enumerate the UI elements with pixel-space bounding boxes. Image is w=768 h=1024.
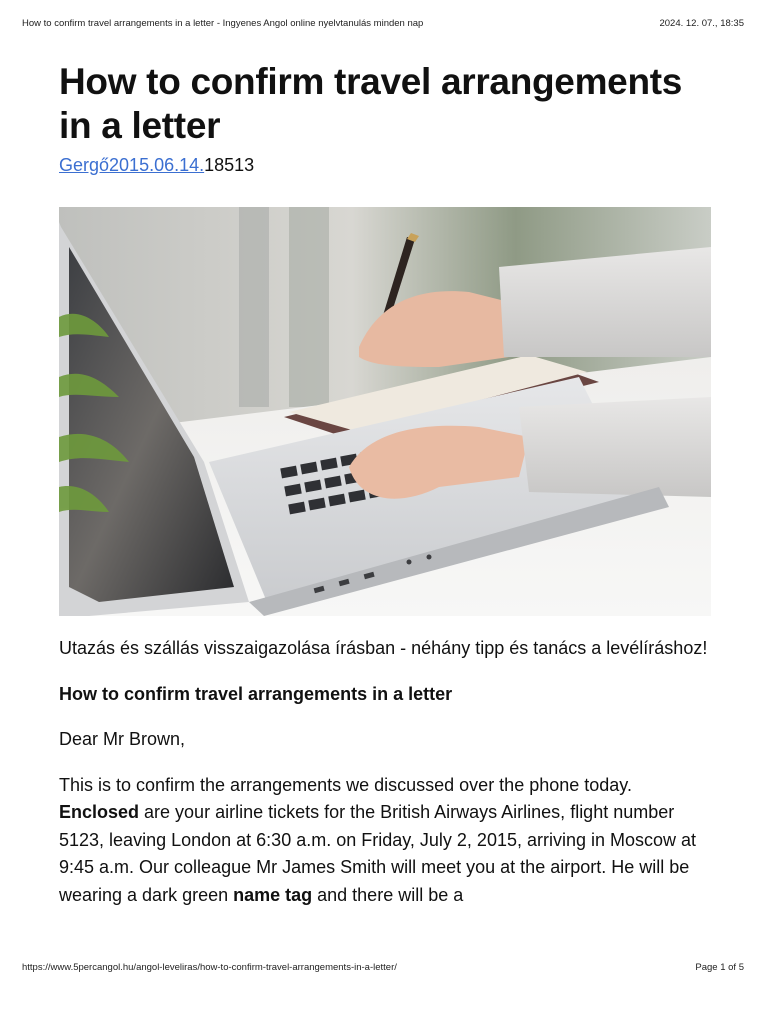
- print-footer: [22, 962, 744, 973]
- hero-image: [59, 207, 711, 616]
- author-name[interactable]: Gergő: [59, 155, 110, 175]
- letter-greeting: Dear Mr Brown,: [59, 729, 186, 749]
- article-intro: Utazás és szállás visszaigazolása írásban - néhány tipp és tanács a levélíráshoz!: [59, 638, 708, 658]
- print-page-title: How to confirm travel arrangements in a letter - Ingyenes Angol online nyelvtanulás minden nap: [22, 18, 424, 29]
- letter-paragraph: [59, 772, 711, 910]
- article: [59, 60, 711, 909]
- paragraph-text: are your airline tickets for the British Airways Airlines, flight number 5123, leaving London at 6:30 a.m. on Friday, July 2, 2015, arriving in Moscow at 9:45 a.m. Our colleague Mr James Smith will meet you at the airport. He will be wearing a dark green: [59, 802, 697, 905]
- print-datetime: 2024. 12. 07., 18:35: [659, 18, 744, 29]
- bold-term-enclosed: Enclosed: [59, 802, 140, 822]
- print-url: https://www.5percangol.hu/angol-leveliras/how-to-confirm-travel-arrangements-in-a-letter/: [22, 962, 397, 973]
- author-date-link[interactable]: [59, 155, 204, 175]
- letter-subheading: How to confirm travel arrangements in a letter: [59, 683, 453, 704]
- article-meta: [59, 154, 711, 176]
- view-count: 18513: [204, 155, 255, 175]
- bold-term-name-tag: name tag: [233, 884, 313, 905]
- post-date[interactable]: 2015.06.14.: [109, 155, 205, 175]
- paragraph-text: This is to confirm the arrangements we discussed over the phone today.: [59, 774, 632, 795]
- paragraph-text: and there will be a: [312, 884, 464, 905]
- print-header: [22, 18, 744, 29]
- page-indicator: Page 1 of 5: [695, 962, 744, 973]
- article-title: How to confirm travel arrangements in a letter: [59, 61, 683, 146]
